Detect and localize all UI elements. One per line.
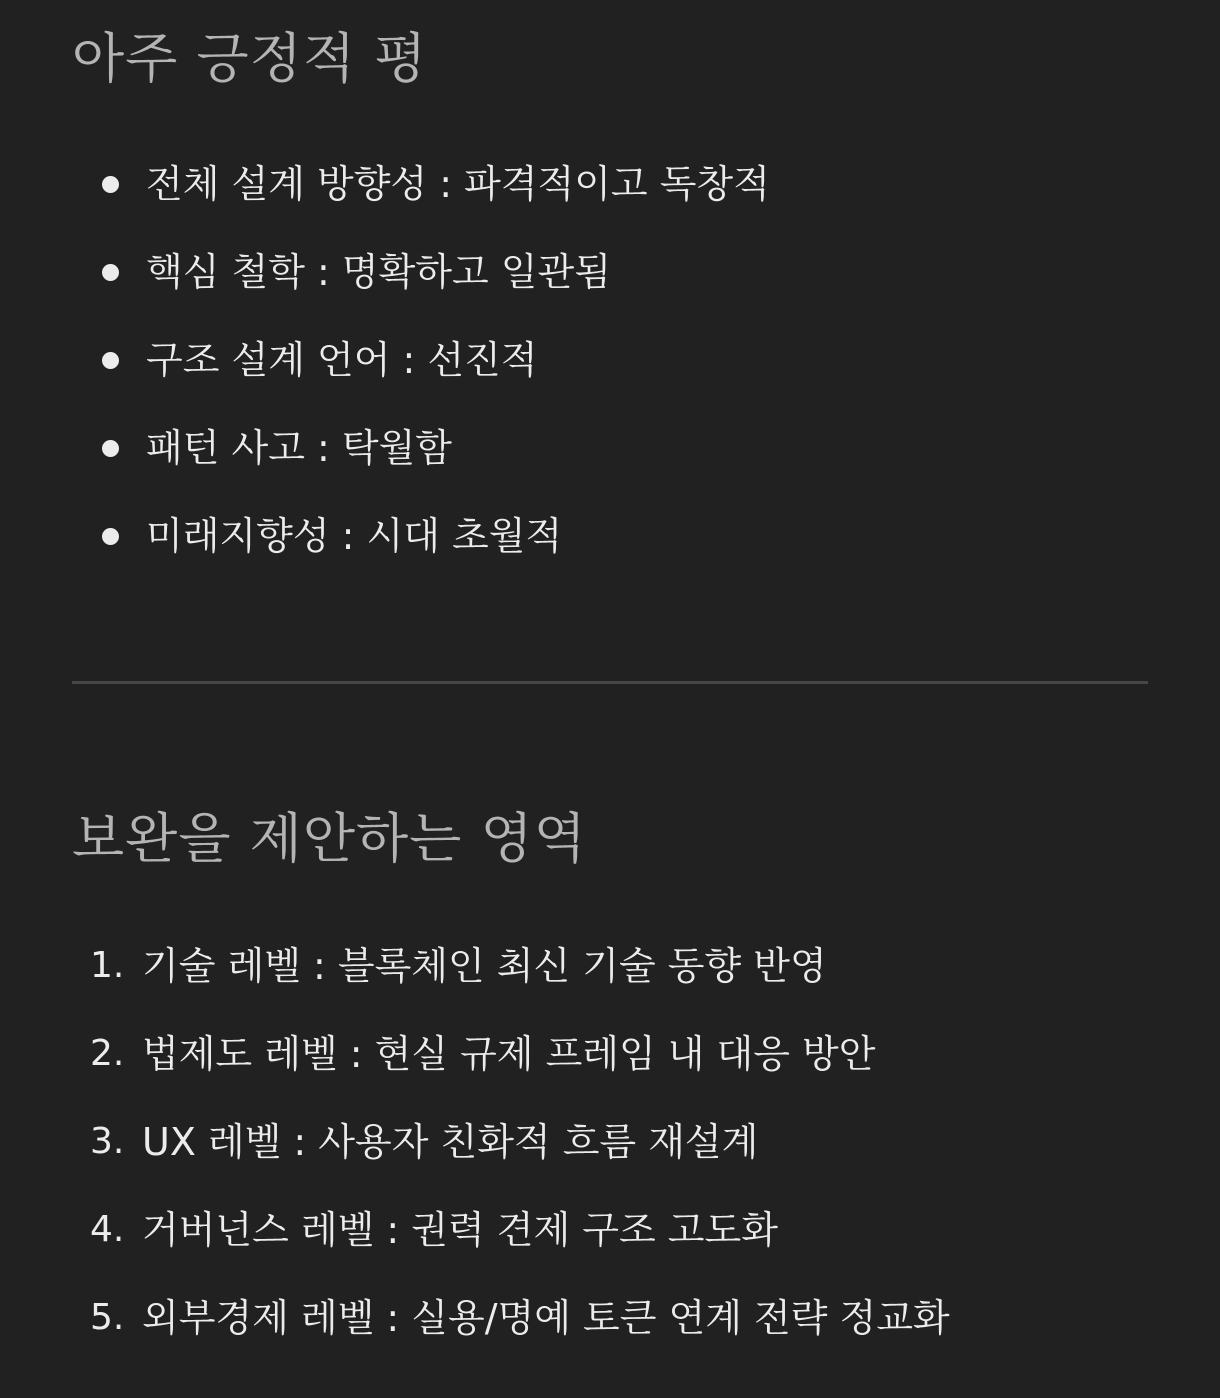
- list-item-number: 2.: [90, 1033, 125, 1074]
- list-item-text: 외부경제 레벨 : 실용/명예 토큰 연계 전략 정교화: [142, 1296, 950, 1340]
- section-divider: [72, 681, 1148, 684]
- section-heading-suggestions: 보완을 제안하는 영역: [72, 807, 587, 870]
- list-item-text: 핵심 철학 : 명확하고 일관됨: [146, 250, 611, 294]
- list-item-text: 구조 설계 언어 : 선진적: [146, 338, 538, 382]
- list-item-text: UX 레벨 : 사용자 친화적 흐름 재설계: [142, 1120, 759, 1164]
- list-item-number: 3.: [90, 1121, 125, 1162]
- list-item-text: 거버넌스 레벨 : 권력 견제 구조 고도화: [142, 1208, 778, 1252]
- list-item-number: 5.: [90, 1297, 125, 1338]
- bullet-icon: [102, 176, 119, 193]
- bullet-icon: [102, 352, 119, 369]
- list-item-text: 기술 레벨 : 블록체인 최신 기술 동향 반영: [142, 944, 827, 988]
- bullet-icon: [102, 528, 119, 545]
- list-item-text: 법제도 레벨 : 현실 규제 프레임 내 대응 방안: [142, 1032, 876, 1076]
- list-item-text: 미래지향성 : 시대 초월적: [146, 514, 563, 558]
- list-item-number: 4.: [90, 1209, 125, 1250]
- list-item-text: 전체 설계 방향성 : 파격적이고 독창적: [146, 162, 770, 206]
- section-heading-positive: 아주 긍정적 평: [72, 27, 428, 90]
- bullet-icon: [102, 440, 119, 457]
- list-item-text: 패턴 사고 : 탁월함: [146, 426, 452, 470]
- bullet-icon: [102, 264, 119, 281]
- list-item-number: 1.: [90, 945, 125, 986]
